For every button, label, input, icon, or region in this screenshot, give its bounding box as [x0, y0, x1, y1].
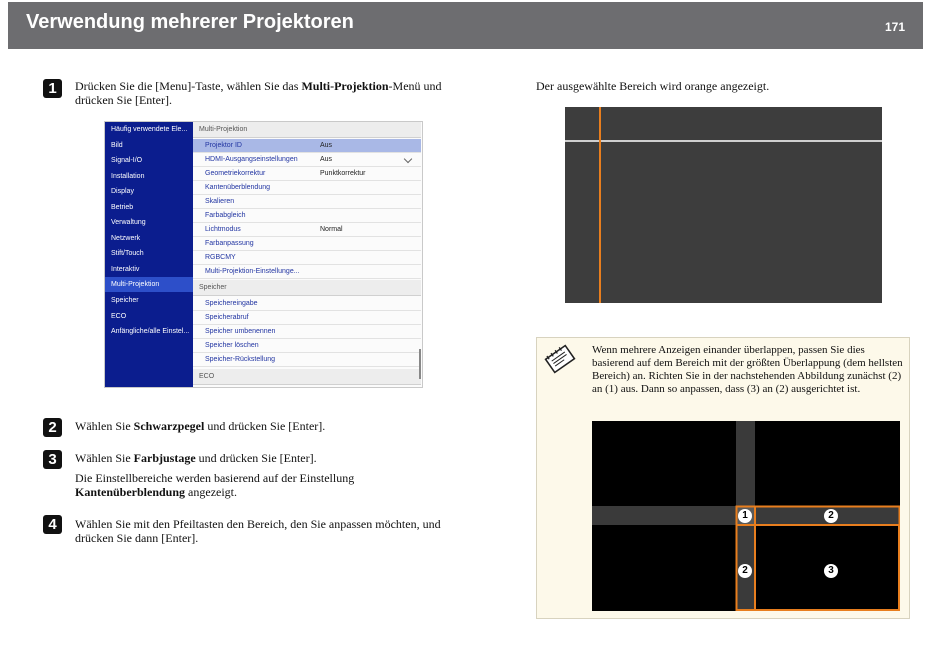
menu-section-header: Multi-Projektion [193, 122, 421, 138]
menu-content [193, 122, 422, 387]
step-3-subtext: Die Einstellbereiche werden basierend auf der Einstellung Kantenüberblendung angezeigt. [75, 471, 355, 499]
label-1-marker: 1 [738, 509, 752, 523]
menu-nav-item[interactable]: ECO [111, 312, 127, 320]
menu-row[interactable]: Lichtmodus Normal [193, 223, 421, 237]
selection-illustration [565, 107, 882, 303]
menu-nav [105, 122, 193, 387]
orange-caption: Der ausgewählte Bereich wird orange angezeigt. [536, 79, 770, 93]
menu-section-header: Speicher [193, 280, 421, 296]
label-2-marker: 2 [824, 509, 838, 523]
menu-row[interactable]: Multi-Projektion-Einstellunge... [193, 265, 421, 279]
menu-nav-item[interactable]: Verwaltung [111, 219, 146, 226]
menu-row[interactable]: Speicher umbenennen [193, 325, 421, 339]
menu-row[interactable]: Farbabgleich [193, 209, 421, 223]
label-3-marker: 3 [824, 564, 838, 578]
page-number: 171 [884, 20, 905, 34]
menu-row[interactable]: Skalieren [193, 195, 421, 209]
menu-row[interactable]: Speicherabruf [193, 311, 421, 325]
menu-nav-item[interactable]: Installation [111, 172, 145, 180]
step-1-text: Drücken Sie die [Menu]-Taste, wählen Sie das Multi-Projektion-Menü und drücken Sie [Enter]. [75, 79, 442, 107]
menu-row[interactable]: Farbanpassung [193, 237, 421, 251]
menu-nav-item[interactable]: Interaktiv [111, 265, 140, 273]
menu-row[interactable]: Speicher löschen [193, 339, 421, 353]
menu-nav-item[interactable]: Bild [111, 141, 123, 149]
menu-row[interactable]: Geometriekorrektur Punktkorrektur [193, 167, 421, 181]
menu-scrollbar[interactable] [419, 349, 421, 379]
menu-nav-item-selected[interactable]: Multi-Projektion [105, 277, 193, 292]
step-4-badge: 4 [43, 515, 62, 534]
menu-row[interactable]: Speicher-Rückstellung [193, 353, 421, 367]
menu-nav-item[interactable]: Display [111, 188, 134, 195]
menu-screenshot [104, 121, 423, 388]
menu-nav-item[interactable]: Netzwerk [111, 234, 141, 242]
menu-nav-item[interactable]: Betrieb [111, 203, 134, 211]
menu-nav-item[interactable]: Signal-I/O [111, 157, 143, 164]
step-1-badge: 1 [43, 79, 62, 98]
menu-row[interactable]: Projektor ID Aus [193, 139, 421, 153]
note-icon [543, 344, 577, 374]
page-title: Verwendung mehrerer Projektoren [26, 11, 354, 33]
selection-diagram [565, 107, 882, 303]
selected-area-line [599, 107, 601, 303]
menu-nav-item[interactable]: Anfängliche/alle Einstel... [111, 328, 190, 335]
step-2-badge: 2 [43, 418, 62, 437]
menu-section-header: ECO [193, 369, 421, 385]
step-3-text: Wählen Sie Farbjustage und drücken Sie [Enter]. [75, 451, 317, 465]
note-text: Wenn mehrere Anzeigen einander überlappen, passen Sie dies basierend auf dem Bereich mit der größten Überlappung (dem hellsten Bereich) an. Richten Sie in der nachstehenden Abbildung zunächst (2) an (1) aus. Dann so anpassen, dass (3) an (2) ausgerichtet ist. [592, 344, 903, 395]
overlap-figure [592, 421, 900, 611]
menu-row[interactable]: RGBCMY [193, 251, 421, 265]
menu-row[interactable]: Speichereingabe [193, 297, 421, 311]
page-header [8, 2, 923, 49]
menu-nav-item[interactable]: Häufig verwendete Ele... [111, 126, 188, 133]
chevron-down-icon [404, 155, 412, 163]
menu-nav-item[interactable]: Speicher [111, 297, 139, 304]
step-2-text: Wählen Sie Schwarzpegel und drücken Sie [Enter]. [75, 419, 326, 433]
horizontal-blend-line [565, 140, 882, 142]
menu-nav-item[interactable]: Stift/Touch [111, 250, 144, 257]
step-3-badge: 3 [43, 450, 62, 469]
label-2-marker: 2 [738, 564, 752, 578]
menu-row[interactable]: Kantenüberblendung [193, 181, 421, 195]
menu-row[interactable]: HDMI-Ausgangseinstellungen Aus [193, 153, 421, 167]
step-4-text: Wählen Sie mit den Pfeiltasten den Bereich, den Sie anpassen möchten, und drücken Sie dann [Enter]. [75, 517, 441, 545]
